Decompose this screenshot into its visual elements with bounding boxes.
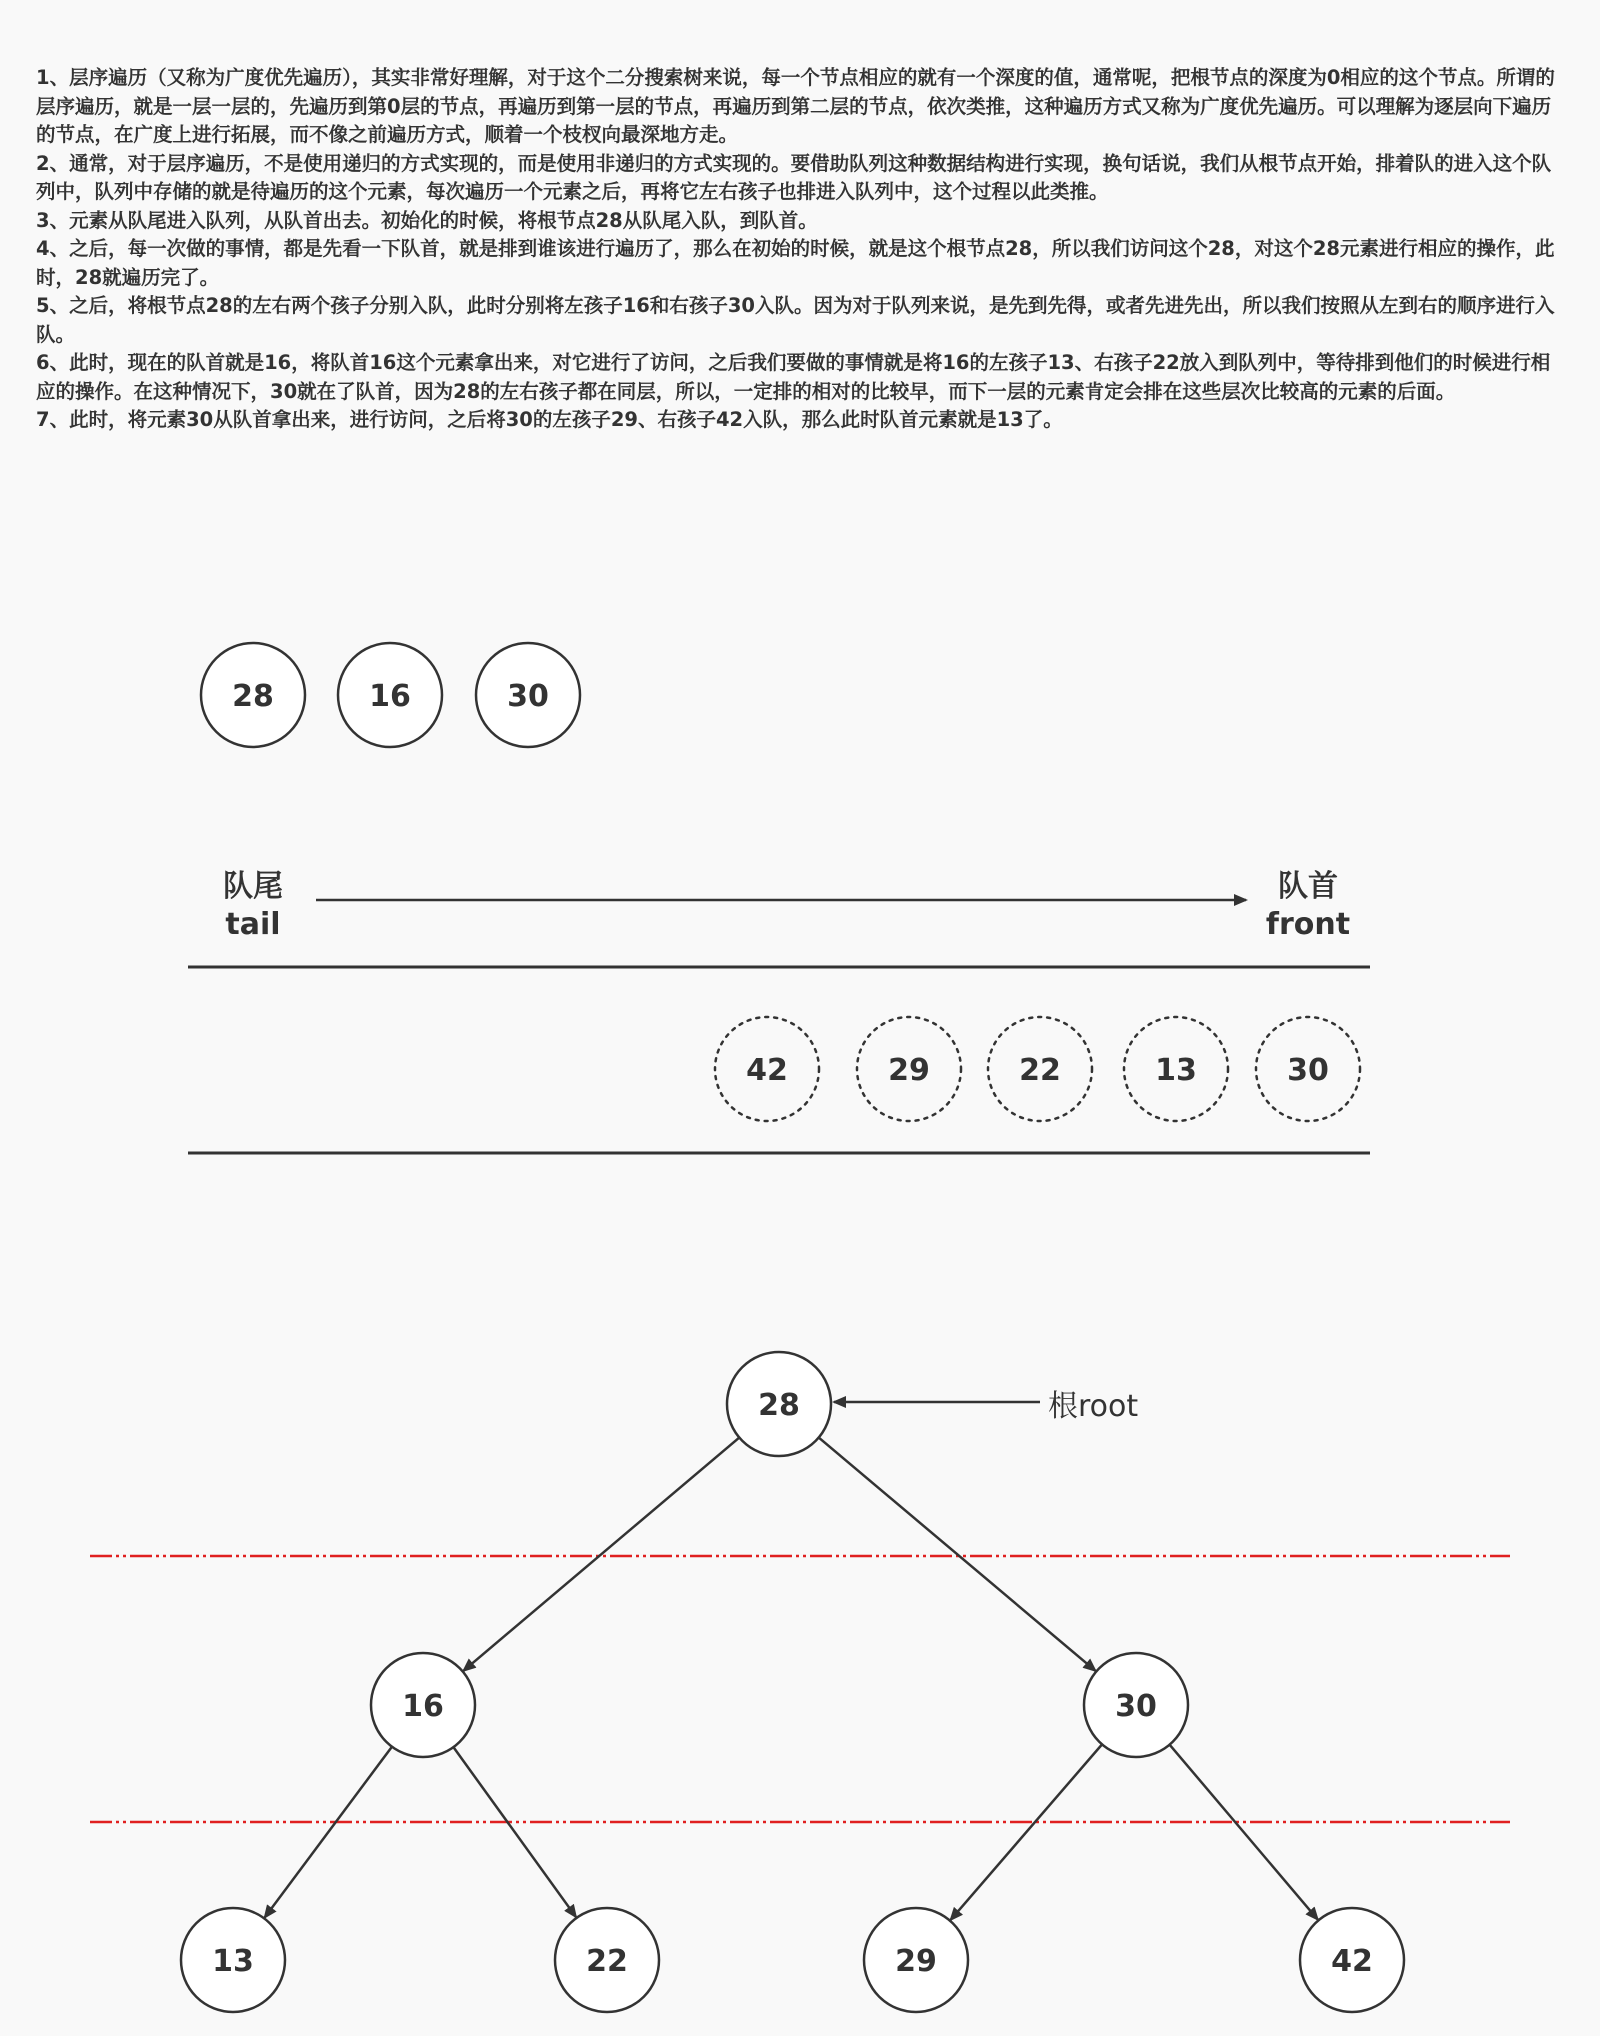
note-3: 3、元素从队尾进入队列，从队首出去。初始化的时候，将根节点28从队尾入队，到队首。 — [36, 208, 818, 232]
queue — [188, 967, 1370, 1153]
note-1: 1、层序遍历（又称为广度优先遍历），其实非常好理解，对于这个二分搜索树来说，每一个节点相应的就有一个深度的值，通常呢，把根节点的深度为0相应的这个节点。所谓的层序遍历，就是一层一层的，先遍历到第0层的节点，再遍历到第一层的节点，再遍历到第二层的节点，依次类推，这种遍历方式又称为广度优先遍历。可以理解为逐层向下遍历的节点，在广度上进行拓展，而不像之前遍历方式，顺着一个枝杈向最深地方走。 — [36, 66, 1555, 146]
tree-node — [864, 1908, 968, 2012]
tree-edge — [463, 1438, 739, 1671]
visited-node-label: 16 — [369, 679, 411, 714]
tree-node-label: 13 — [212, 1944, 254, 1979]
visited-node — [476, 643, 580, 747]
tree-node — [1300, 1908, 1404, 2012]
visited-node — [338, 643, 442, 747]
queue-item-label: 42 — [746, 1053, 788, 1088]
tree-edge — [265, 1747, 392, 1918]
tree-node — [727, 1352, 831, 1456]
binary-search-tree — [181, 1352, 1404, 2012]
queue-front-en: front — [1265, 907, 1351, 942]
tree-node-label: 30 — [1115, 1689, 1157, 1724]
note-2: 2、通常，对于层序遍历，不是使用递归的方式实现的，而是使用非递归的方式实现的。要借助队列这种数据结构进行实现，换句话说，我们从根节点开始，排着队的进入这个队列中，队列中存储的就是待遍历的这个元素，每次遍历一个元素之后，再将它左右孩子也排进入队列中，这个过程以此类推。 — [36, 151, 1552, 203]
queue-item — [715, 1017, 819, 1121]
tree-node — [371, 1653, 475, 1757]
tree-edge — [819, 1438, 1096, 1671]
tree-node — [555, 1908, 659, 2012]
tree-edge — [1170, 1745, 1318, 1920]
tree-node-label: 28 — [758, 1388, 800, 1423]
tree-node-label: 29 — [895, 1944, 937, 1979]
queue-item-label: 30 — [1287, 1053, 1329, 1088]
visited-node — [201, 643, 305, 747]
queue-item-label: 13 — [1155, 1053, 1197, 1088]
tree-edge — [951, 1744, 1102, 1919]
visited-nodes — [201, 643, 580, 747]
tree-node-label: 42 — [1331, 1944, 1373, 1979]
root-label: 根root — [1048, 1389, 1139, 1424]
note-5: 5、之后，将根节点28的左右两个孩子分别入队，此时分别将左孩子16和右孩子30入队。因为对于队列来说，是先到先得，或者先进先出，所以我们按照从左到右的顺序进行入队。 — [36, 294, 1555, 346]
note-4: 4、之后，每一次做的事情，都是先看一下队首，就是排到谁该进行遍历了，那么在初始的时候，就是这个根节点28，所以我们访问这个28，对这个28元素进行相应的操作，此时，28就遍历完了。 — [36, 237, 1555, 289]
tree-node — [181, 1908, 285, 2012]
queue-item — [1124, 1017, 1228, 1121]
queue-item — [988, 1017, 1092, 1121]
visited-node-label: 30 — [507, 679, 549, 714]
queue-item — [857, 1017, 961, 1121]
queue-item — [1256, 1017, 1360, 1121]
note-7: 7、此时，将元素30从队首拿出来，进行访问，之后将30的左孩子29、右孩子42入队，那么此时队首元素就是13了。 — [36, 408, 1063, 431]
queue-item-label: 29 — [888, 1053, 930, 1088]
queue-item-label: 22 — [1019, 1053, 1061, 1088]
tree-nodes — [181, 1352, 1404, 2012]
queue-header — [223, 869, 1350, 942]
tree-node-label: 16 — [402, 1689, 444, 1724]
tree-node-label: 22 — [586, 1944, 628, 1979]
tree-edge — [453, 1747, 576, 1917]
note-6: 6、此时，现在的队首就是16，将队首16这个元素拿出来，对它进行了访问，之后我们要做的事情就是将16的左孩子13、右孩子22放入到队列中，等待排到他们的时候进行相应的操作。在这种情况下，30就在了队首，因为28的左右孩子都在同层，所以，一定排的相对的比较早，而下一层的元素肯定会排在这些层次比较高的元素的后面。 — [36, 351, 1551, 403]
queue-tail-en: tail — [225, 907, 281, 942]
tree-node — [1084, 1653, 1188, 1757]
queue-tail-cn: 队尾 — [223, 869, 283, 904]
visited-node-label: 28 — [232, 679, 274, 714]
queue-front-cn: 队首 — [1278, 869, 1338, 904]
